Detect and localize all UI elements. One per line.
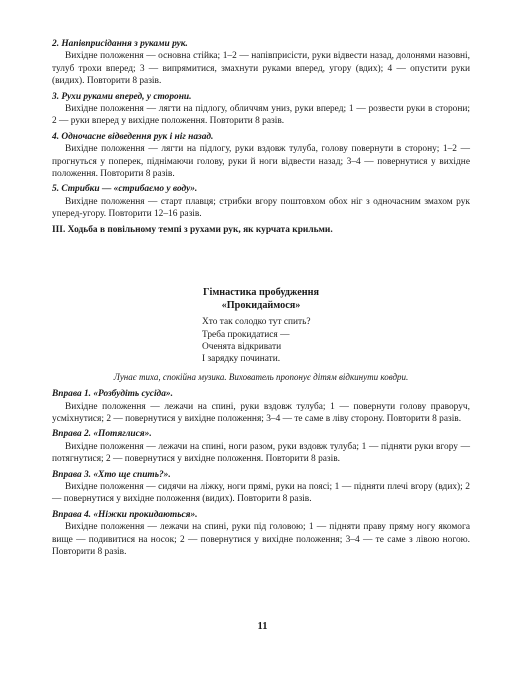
exercise-5-text: Вихідне положення — старт плавця; стрибки вгору поштовхом обох ніг з одночасним змахом рук уперед-угору. Повторити 12–16 разів. <box>52 196 470 220</box>
wake-exercise-1-text: Вихідне положення — лежачи на спині, руки вздовж тулуба; 1 — повернути голову праворуч, усміхнутися; 2 — повернутися у вихідне положення; 3–4 — те саме в ліву сторону. Повторити 8 разів. <box>52 401 470 424</box>
wake-exercise-4-title: Вправа 4. «Ніжки прокидаються». <box>52 509 198 520</box>
wake-exercise-3-text: Вихідне положення — сидячи на ліжку, ноги прямі, руки на поясі; 1 — підняти плечі вгору (вдих); 2 — повернутися у вихідне положення (видих). Повторити 8 разів. <box>52 481 470 505</box>
wake-exercise-4-text: Вихідне положення — лежачи на спині, руки під головою; 1 — підняти праву пряму ногу якомога вище — подивитися на носок; 2 — повернутися у вихідне положення; 3–4 — те саме з лівою ногою. Повторити 8 разів. <box>52 522 470 557</box>
poem-line: Треба прокидатися — <box>202 329 290 340</box>
gymnastics-subtitle: «Прокидаймося» <box>221 300 301 312</box>
page-number: 11 <box>257 621 268 632</box>
poem-line: Хто так солодко тут спить? <box>202 317 311 328</box>
gymnastics-title: Гімнастика пробудження <box>203 287 319 299</box>
wake-exercise-3-title: Вправа 3. «Хто ще спить?». <box>52 469 171 480</box>
exercise-3-title: 3. Рухи руками вперед, у сторони. <box>52 91 192 102</box>
wake-exercise-2-title: Вправа 2. «Потяглися». <box>52 429 152 440</box>
exercise-4-title: 4. Одночасне відведення рук і ніг назад. <box>52 131 214 142</box>
exercise-5-title: 5. Стрибки — «стрибаємо у воду». <box>52 184 198 195</box>
exercise-4-text: Вихідне положення — лягти на підлогу, руки вздовж тулуба, голову повернути в сторону; 1–2 — прогнуться у поперек, піднімаючи голову, руки й ноги відвести назад; 3–4 — повернутися у вихідне положення. Повторити 8 разів. <box>52 144 470 180</box>
page-content <box>52 38 470 558</box>
wake-exercise-2-text: Вихідне положення — лежачи на спині, ноги разом, руки вздовж тулуба; 1 — підняти руки вгору — потягнутися; 2 — повернутися у вихідне положення. Повторити 8 разів. <box>52 441 470 465</box>
music-note: Лунає тиха, спокійна музика. Вихователь пропонує дітям відкинути ковдри. <box>113 371 409 382</box>
exercise-2-title: 2. Напівприсідання з руками рук. <box>52 39 188 49</box>
wake-exercise-1-title: Вправа 1. «Розбудіть сусіда». <box>52 389 173 400</box>
exercise-2-text: Вихідне положення — основна стійка; 1–2 — напівприсісти, руки відвести назад, долонями назовні, тулуб трохи вперед; 3 — випрямитися, змахнути руками вперед, угору (вдих); 4 — опустити руки (видих). Повторити 8 разів. <box>52 51 470 87</box>
section-3-heading: ІІІ. Ходьба в повільному темпі з рухами рук, як курчата крильми. <box>52 224 333 235</box>
poem <box>202 316 470 366</box>
poem-line: І зарядку починати. <box>202 354 281 365</box>
poem-line: Оченята відкривати <box>202 341 282 352</box>
exercise-3-text: Вихідне положення — лягти на підлогу, обличчям униз, руки вперед; 1 — розвести руки в сторони; 2 — руки вперед у вихідне положення. Повторити 8 разів. <box>52 104 470 127</box>
